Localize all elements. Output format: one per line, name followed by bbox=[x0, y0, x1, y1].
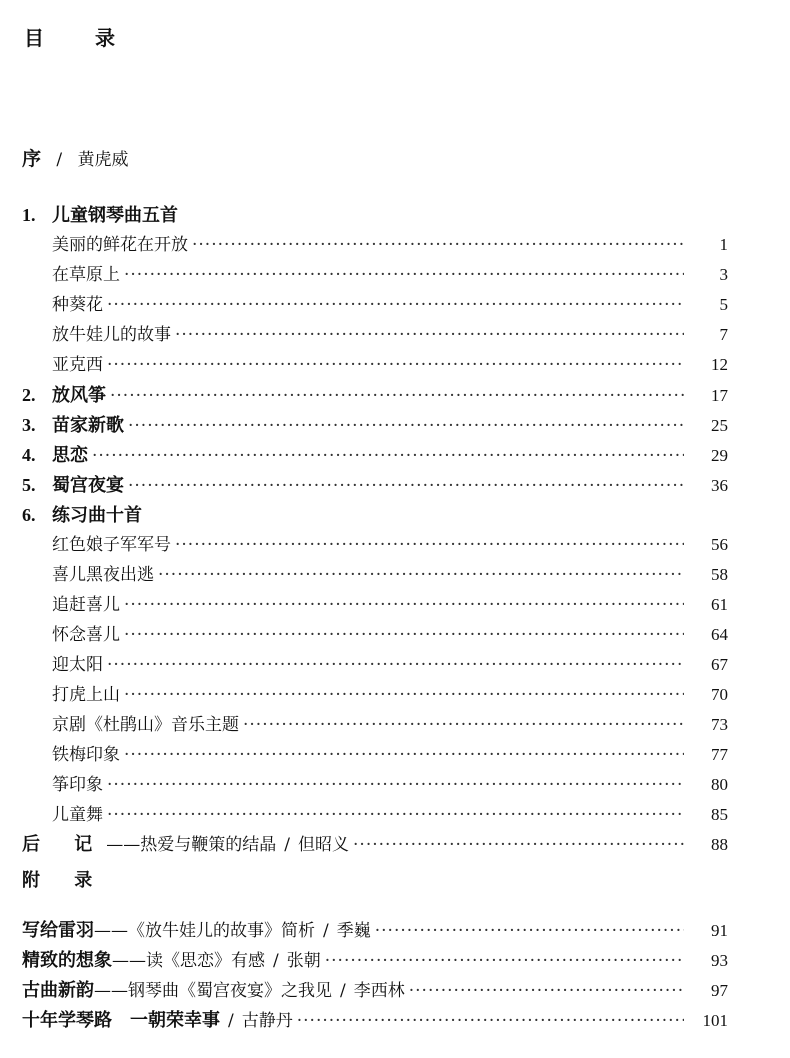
page-number: 56 bbox=[711, 535, 728, 554]
item-title: 迎太阳 bbox=[52, 655, 103, 675]
item-author: 李西林 bbox=[353, 981, 405, 1001]
toc-item[interactable] bbox=[22, 560, 728, 590]
page-number: 85 bbox=[711, 805, 728, 824]
section-number: 5. bbox=[22, 475, 36, 495]
page-number: 17 bbox=[711, 386, 728, 405]
leader-dots bbox=[158, 560, 684, 590]
leader-dots bbox=[175, 320, 684, 350]
leader-dots bbox=[92, 441, 684, 471]
page-number: 67 bbox=[711, 655, 728, 674]
toc-item[interactable] bbox=[22, 770, 728, 800]
toc-item[interactable] bbox=[22, 650, 728, 680]
section-number: 2. bbox=[22, 385, 36, 405]
leader-dots bbox=[124, 680, 684, 710]
preface-label: 序 bbox=[22, 148, 42, 170]
page-number: 88 bbox=[711, 835, 728, 854]
toc-section-5[interactable] bbox=[22, 470, 728, 500]
section-title: 蜀宫夜宴 bbox=[52, 475, 124, 496]
toc-section-1[interactable] bbox=[22, 200, 728, 230]
page-number: 5 bbox=[719, 295, 728, 314]
preface-author: 黄虎威 bbox=[77, 150, 129, 170]
toc-item[interactable] bbox=[22, 710, 728, 740]
page-number: 77 bbox=[711, 745, 728, 764]
item-title: 京剧《杜鹃山》音乐主题 bbox=[52, 715, 239, 735]
leader-dots bbox=[243, 710, 684, 740]
page-number: 12 bbox=[711, 355, 728, 374]
item-dash: —— bbox=[112, 951, 146, 971]
leader-dots bbox=[124, 740, 684, 770]
section-title: 放风筝 bbox=[52, 385, 106, 406]
item-title: 种葵花 bbox=[52, 295, 103, 315]
page-number: 97 bbox=[711, 981, 728, 1000]
afterword-author: 但昭义 bbox=[298, 835, 350, 855]
section-title: 练习曲十首 bbox=[52, 505, 142, 526]
item-title: 打虎上山 bbox=[52, 685, 120, 705]
item-title: 放牛娃儿的故事 bbox=[52, 325, 171, 345]
leader-dots bbox=[107, 350, 684, 380]
item-title: 美丽的鲜花在开放 bbox=[52, 235, 188, 255]
toc-item[interactable] bbox=[22, 320, 728, 350]
item-title: 铁梅印象 bbox=[52, 745, 120, 765]
page-title: 目 录 bbox=[24, 26, 137, 50]
item-author: 张朝 bbox=[286, 951, 321, 971]
section-number: 4. bbox=[22, 445, 36, 465]
page-number: 7 bbox=[719, 325, 728, 344]
page-number: 29 bbox=[711, 446, 728, 465]
preface-separator: / bbox=[56, 150, 63, 170]
toc-item[interactable] bbox=[22, 620, 728, 650]
item-title: 追赶喜儿 bbox=[52, 595, 120, 615]
leader-dots bbox=[297, 1006, 684, 1036]
item-lead: 写给雷羽 bbox=[22, 920, 94, 941]
item-lead: 精致的想象 bbox=[22, 950, 112, 971]
item-lead: 十年学琴路 bbox=[22, 1010, 112, 1031]
leader-dots bbox=[124, 620, 684, 650]
leader-dots bbox=[325, 946, 684, 976]
appendix-list bbox=[22, 916, 728, 1036]
leader-dots bbox=[124, 260, 684, 290]
leader-dots bbox=[107, 650, 684, 680]
toc-item[interactable] bbox=[22, 290, 728, 320]
page-number: 58 bbox=[711, 565, 728, 584]
leader-dots bbox=[107, 800, 684, 830]
toc-item[interactable] bbox=[22, 590, 728, 620]
item-dash: —— bbox=[94, 981, 128, 1001]
toc-item[interactable] bbox=[22, 530, 728, 560]
toc-afterword[interactable] bbox=[22, 830, 728, 860]
toc-item[interactable] bbox=[22, 800, 728, 830]
page-number: 25 bbox=[711, 416, 728, 435]
item-title: 亚克西 bbox=[52, 355, 103, 375]
page-number: 70 bbox=[711, 685, 728, 704]
item-title: 儿童舞 bbox=[52, 805, 103, 825]
page-number: 1 bbox=[719, 235, 728, 254]
item-title: 一朝荣幸事 bbox=[130, 1010, 220, 1031]
leader-dots bbox=[107, 770, 684, 800]
page-number: 3 bbox=[719, 265, 728, 284]
page-number: 80 bbox=[711, 775, 728, 794]
item-title: 《放牛娃儿的故事》简析 bbox=[128, 921, 315, 941]
item-separator: / bbox=[323, 921, 329, 941]
leader-dots bbox=[107, 290, 684, 320]
section-title: 儿童钢琴曲五首 bbox=[52, 205, 178, 226]
leader-dots bbox=[110, 381, 684, 411]
appendix-item[interactable] bbox=[22, 946, 728, 976]
leader-dots bbox=[175, 530, 684, 560]
toc-section-3[interactable] bbox=[22, 410, 728, 440]
appendix-heading: 附 录 bbox=[22, 870, 107, 891]
afterword-head: 后 记 bbox=[22, 834, 107, 855]
page-number: 61 bbox=[711, 595, 728, 614]
toc-item[interactable] bbox=[22, 260, 728, 290]
afterword-separator: / bbox=[284, 835, 291, 855]
appendix-item[interactable] bbox=[22, 916, 728, 946]
toc-item[interactable] bbox=[22, 230, 728, 260]
leader-dots bbox=[128, 471, 684, 501]
toc-item[interactable] bbox=[22, 740, 728, 770]
page-number: 91 bbox=[711, 921, 728, 940]
toc-item[interactable] bbox=[22, 350, 728, 380]
item-author: 季巍 bbox=[336, 921, 371, 941]
leader-dots bbox=[353, 830, 684, 860]
preface-entry[interactable] bbox=[22, 144, 129, 171]
afterword-title: 热爱与鞭策的结晶 bbox=[140, 835, 277, 855]
toc-section-6[interactable] bbox=[22, 500, 728, 530]
toc-section-4[interactable] bbox=[22, 440, 728, 470]
appendix-item[interactable] bbox=[22, 1006, 728, 1036]
item-title: 读《思恋》有感 bbox=[146, 951, 265, 971]
toc-section-2[interactable] bbox=[22, 380, 728, 410]
item-separator: / bbox=[228, 1011, 234, 1031]
item-title: 筝印象 bbox=[52, 775, 103, 795]
page-number: 93 bbox=[711, 951, 728, 970]
table-of-contents bbox=[22, 200, 728, 860]
item-lead: 古曲新韵 bbox=[22, 980, 94, 1001]
leader-dots bbox=[409, 976, 684, 1006]
appendix-item[interactable] bbox=[22, 976, 728, 1006]
section-number: 3. bbox=[22, 415, 36, 435]
section-title: 思恋 bbox=[52, 445, 88, 466]
page-number: 64 bbox=[711, 625, 728, 644]
section-number: 1. bbox=[22, 205, 36, 225]
page-number: 73 bbox=[711, 715, 728, 734]
item-title: 钢琴曲《蜀宫夜宴》之我见 bbox=[128, 981, 332, 1001]
item-title: 红色娘子军军号 bbox=[52, 535, 171, 555]
page-number: 36 bbox=[711, 476, 728, 495]
item-separator: / bbox=[340, 981, 346, 1001]
item-title: 怀念喜儿 bbox=[52, 625, 120, 645]
leader-dots bbox=[128, 411, 684, 441]
item-author: 古静丹 bbox=[241, 1011, 293, 1031]
leader-dots bbox=[375, 916, 684, 946]
toc-item[interactable] bbox=[22, 680, 728, 710]
page-number: 101 bbox=[702, 1011, 728, 1030]
section-title: 苗家新歌 bbox=[52, 415, 124, 436]
section-number: 6. bbox=[22, 505, 36, 525]
item-dash: —— bbox=[94, 921, 128, 941]
item-title: 在草原上 bbox=[52, 265, 120, 285]
leader-dots bbox=[124, 590, 684, 620]
item-separator: / bbox=[273, 951, 279, 971]
item-title: 喜儿黑夜出逃 bbox=[52, 565, 154, 585]
afterword-dash: —— bbox=[106, 835, 141, 855]
leader-dots bbox=[192, 230, 684, 260]
